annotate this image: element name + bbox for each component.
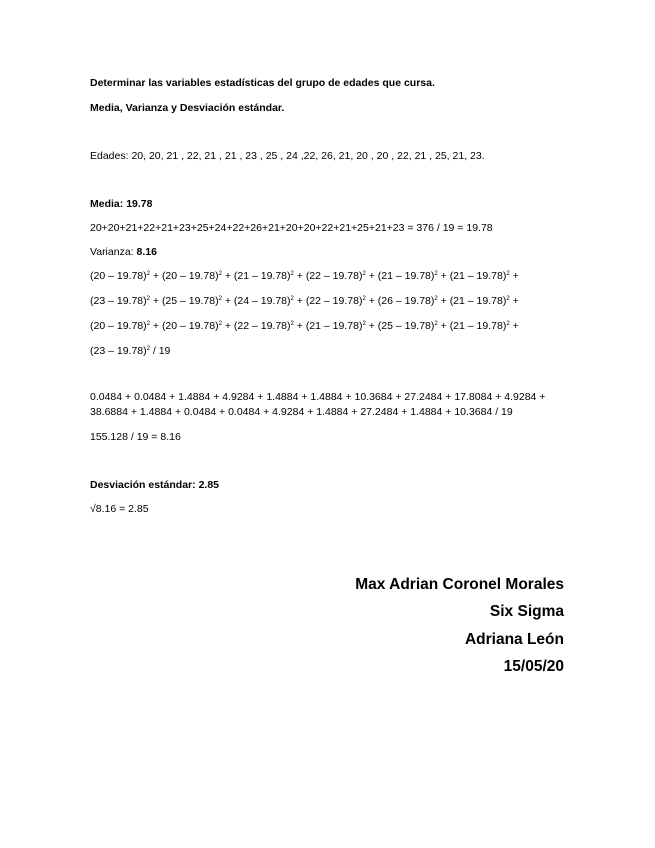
exponent: 2 — [506, 271, 510, 277]
varianza-term: (21 – 19.78) — [449, 295, 507, 307]
student-name: Max Adrian Coronel Morales — [355, 576, 564, 593]
varianza-term: (21 – 19.78) — [449, 270, 507, 282]
media-label: Media: — [90, 198, 124, 210]
desviacion-value: 2.85 — [198, 479, 219, 491]
exponent: 2 — [290, 296, 294, 302]
varianza-term: (21 – 19.78) — [449, 320, 507, 332]
exponent: 2 — [434, 296, 438, 302]
varianza-term: (26 – 19.78) — [377, 295, 435, 307]
varianza-term: (20 – 19.78) — [90, 270, 147, 282]
exponent: 2 — [146, 296, 150, 302]
exponent: 2 — [290, 271, 294, 277]
exponent: 2 — [506, 296, 510, 302]
varianza-term: (22 – 19.78) — [233, 320, 291, 332]
exponent: 2 — [362, 296, 366, 302]
varianza-terms-line-4 — [90, 345, 170, 358]
exponent: 2 — [218, 321, 222, 327]
course-name: Six Sigma — [489, 603, 564, 620]
exponent: 2 — [146, 321, 150, 327]
exponent: 2 — [434, 321, 438, 327]
varianza-terms-line-1: (20 – 19.78)$^2$ + (20 – 19.78)$^2$ + (21 – 19.78)$^2$ + (22 – 19.78)$^2$ + (21 – 19.78)$^2$ + (21 – 19.78)$^2$ + — [90, 270, 519, 282]
varianza-term: (25 – 19.78) — [161, 295, 219, 307]
edades-line: Edades: 20, 20, 21 , 22, 21 , 21 , 23 , 25 , 24 ,22, 26, 21, 20 , 20 , 22, 21 , 25, 21, 23. — [90, 150, 485, 162]
media-value: 19.78 — [126, 198, 153, 210]
varianza-term: (23 – 19.78) — [90, 345, 147, 357]
varianza-divisor: / 19 — [149, 345, 171, 357]
varianza-term: (20 – 19.78) — [161, 320, 219, 332]
exponent: 2 — [290, 321, 294, 327]
varianza-term: (22 – 19.78) — [305, 295, 363, 307]
varianza-terms-line-2: (23 – 19.78)$^2$ + (25 – 19.78)$^2$ + (24 – 19.78)$^2$ + (22 – 19.78)$^2$ + (26 – 19.78)$^2$ + (21 – 19.78)$^2$ + — [90, 295, 519, 307]
varianza-term: (25 – 19.78) — [377, 320, 435, 332]
varianza-term: (21 – 19.78) — [233, 270, 291, 282]
exponent: 2 — [434, 271, 438, 277]
varianza-term: (23 – 19.78) — [90, 295, 147, 307]
desviacion-heading — [90, 479, 219, 492]
varianza-term: (20 – 19.78) — [90, 320, 147, 332]
varianza-value: 8.16 — [136, 246, 157, 258]
varianza-term: (24 – 19.78) — [233, 295, 291, 307]
document-date: 15/05/20 — [503, 658, 564, 675]
varianza-result: 155.128 / 19 = 8.16 — [90, 431, 181, 443]
desviacion-calculation: √8.16 = 2.85 — [90, 503, 149, 515]
varianza-terms-line-3: (20 – 19.78)$^2$ + (20 – 19.78)$^2$ + (22 – 19.78)$^2$ + (21 – 19.78)$^2$ + (25 – 19.78)$^2$ + (21 – 19.78)$^2$ + — [90, 320, 519, 332]
exponent: 2 — [362, 321, 366, 327]
desviacion-label: Desviación estándar: — [90, 479, 196, 491]
teacher-name: Adriana León — [464, 631, 564, 648]
varianza-term: (21 – 19.78) — [377, 270, 435, 282]
varianza-sum-line-2: 38.6884 + 1.4884 + 0.0484 + 0.0484 + 4.9284 + 1.4884 + 27.2484 + 1.4884 + 10.3684 / 19 — [90, 406, 513, 418]
varianza-term: (21 – 19.78) — [305, 320, 363, 332]
media-heading — [90, 198, 152, 211]
media-calculation: 20+20+21+22+21+23+25+24+22+26+21+20+20+22+21+25+21+23 = 376 / 19 = 19.78 — [90, 222, 493, 234]
varianza-heading — [90, 246, 157, 259]
varianza-term: (20 – 19.78) — [161, 270, 219, 282]
varianza-sum-line-1: 0.0484 + 0.0484 + 1.4884 + 4.9284 + 1.4884 + 1.4884 + 10.3684 + 27.2484 + 17.8084 + 4.9284 + — [90, 391, 546, 403]
varianza-term: (22 – 19.78) — [305, 270, 363, 282]
intro-line-2: Media, Varianza y Desviación estándar. — [90, 102, 285, 114]
varianza-label: Varianza: — [90, 246, 134, 258]
exponent: 2 — [506, 321, 510, 327]
exponent: 2 — [362, 271, 366, 277]
exponent: 2 — [146, 271, 150, 277]
exponent: 2 — [218, 271, 222, 277]
intro-line-1: Determinar las variables estadísticas del grupo de edades que cursa. — [90, 77, 435, 89]
exponent: 2 — [218, 296, 222, 302]
exponent: 2 — [146, 346, 150, 352]
